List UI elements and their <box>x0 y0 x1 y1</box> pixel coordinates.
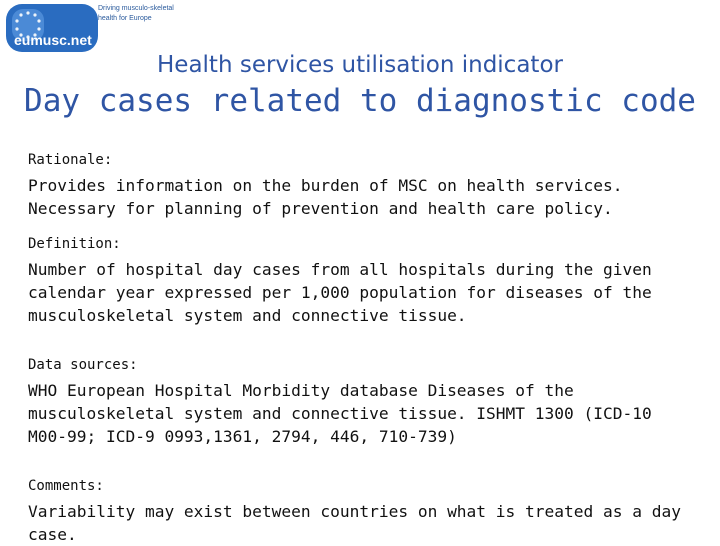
page-subtitle: Health services utilisation indicator <box>157 52 563 78</box>
logo-tagline-line2: health for Europe <box>98 15 152 22</box>
page-title: Day cases related to diagnostic code <box>24 83 696 119</box>
logo-mark <box>6 4 102 54</box>
logo-wordmark: eumusc.net <box>14 32 92 48</box>
section-data-sources <box>28 357 698 448</box>
section-text: Number of hospital day cases from all hospitals during the given calendar year expressed per 1,000 population for diseases of the musculoskeletal system and connective tissue. <box>28 260 652 325</box>
section-text: Provides information on the burden of MSC on health services. Necessary for planning of prevention and health care policy. <box>28 176 623 218</box>
section-definition <box>28 236 698 327</box>
logo-tagline <box>98 4 174 24</box>
section-rationale <box>28 152 698 220</box>
section-comments <box>28 478 698 546</box>
logo-tagline-line1: Driving musculo-skeletal <box>98 5 174 12</box>
section-label: Definition: <box>28 236 121 252</box>
section-label: Comments: <box>28 478 104 494</box>
section-text: WHO European Hospital Morbidity database Diseases of the musculoskeletal system and connective tissue. ISHMT 1300 (ICD-10 M00-99; ICD-9 0993,1361, 2794, 446, 710-739) <box>28 381 652 446</box>
section-label: Rationale: <box>28 152 113 168</box>
section-text: Variability may exist between countries on what is treated as a day case. <box>28 502 681 544</box>
section-label: Data sources: <box>28 357 138 373</box>
